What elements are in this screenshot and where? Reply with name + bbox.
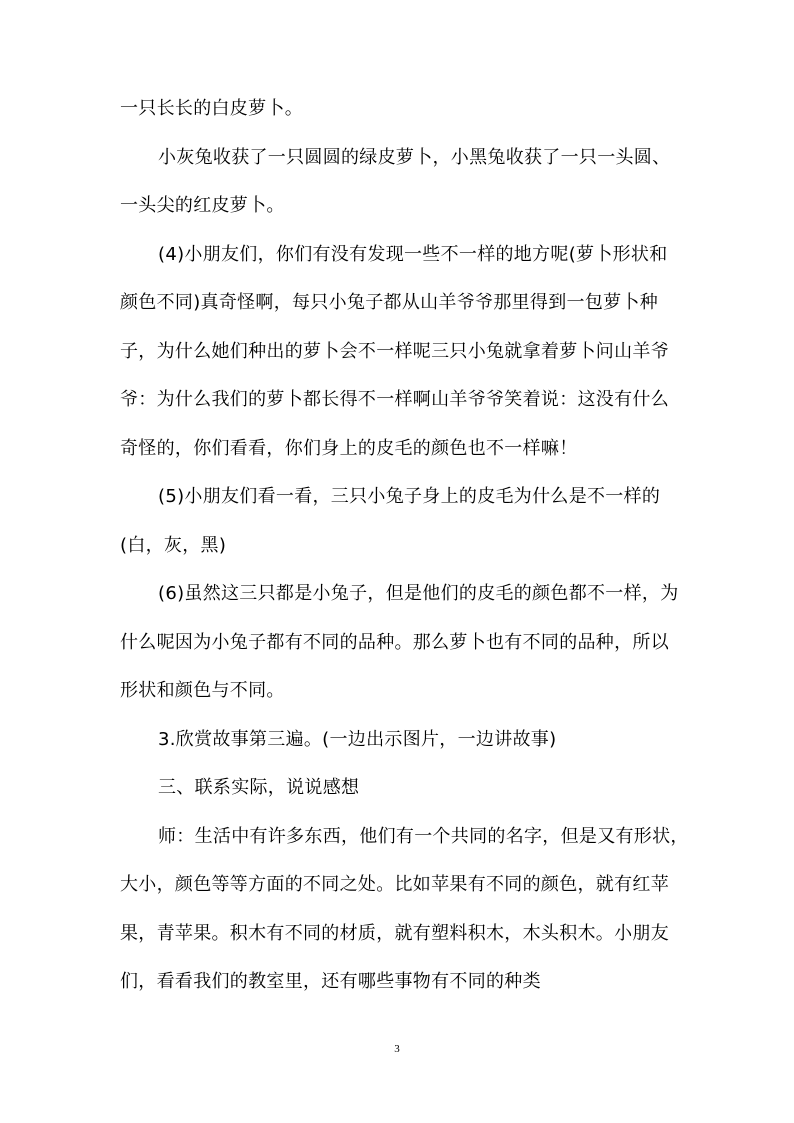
text-line-17: 大小，颜色等等方面的不同之处。比如苹果有不同的颜色，就有红苹 bbox=[120, 874, 669, 895]
section-heading: 三、联系实际，说说感想 bbox=[158, 777, 360, 798]
text-line-3: 一头尖的红皮萝卜。 bbox=[120, 195, 285, 216]
text-line-10: (白，灰，黑) bbox=[120, 535, 227, 556]
text-line-9: (5)小朋友们看一看，三只小兔子身上的皮毛为什么是不一样的 bbox=[158, 486, 661, 507]
text-line-1: 一只长长的白皮萝卜。 bbox=[120, 98, 303, 119]
text-line-14: 3.欣赏故事第三遍。(一边出示图片，一边讲故事) bbox=[158, 729, 557, 750]
text-line-6: 子，为什么她们种出的萝卜会不一样呢三只小兔就拿着萝卜问山羊爷 bbox=[120, 341, 669, 362]
text-line-11: (6)虽然这三只都是小兔子，但是他们的皮毛的颜色都不一样，为 bbox=[158, 583, 679, 604]
text-line-16: 师：生活中有许多东西，他们有一个共同的名字，但是又有形状， bbox=[158, 826, 689, 847]
text-line-18: 果，青苹果。积木有不同的材质，就有塑料积木，木头积木。小朋友 bbox=[120, 923, 669, 944]
text-line-7: 爷：为什么我们的萝卜都长得不一样啊山羊爷爷笑着说：这没有什么 bbox=[120, 389, 669, 410]
text-line-5: 颜色不同)真奇怪啊，每只小兔子都从山羊爷爷那里得到一包萝卜种 bbox=[120, 292, 659, 313]
text-line-12: 什么呢因为小兔子都有不同的品种。那么萝卜也有不同的品种，所以 bbox=[120, 632, 669, 653]
text-line-8: 奇怪的，你们看看，你们身上的皮毛的颜色也不一样嘛！ bbox=[120, 438, 578, 459]
text-line-13: 形状和颜色与不同。 bbox=[120, 680, 285, 701]
text-line-4: (4)小朋友们，你们有没有发现一些不一样的地方呢(萝卜形状和 bbox=[158, 244, 668, 265]
text-line-19: 们，看看我们的教室里，还有哪些事物有不同的种类 bbox=[120, 971, 541, 992]
page-number: 3 bbox=[394, 1043, 400, 1055]
text-line-2: 小灰兔收获了一只圆圆的绿皮萝卜，小黑兔收获了一只一头圆、 bbox=[158, 147, 671, 168]
